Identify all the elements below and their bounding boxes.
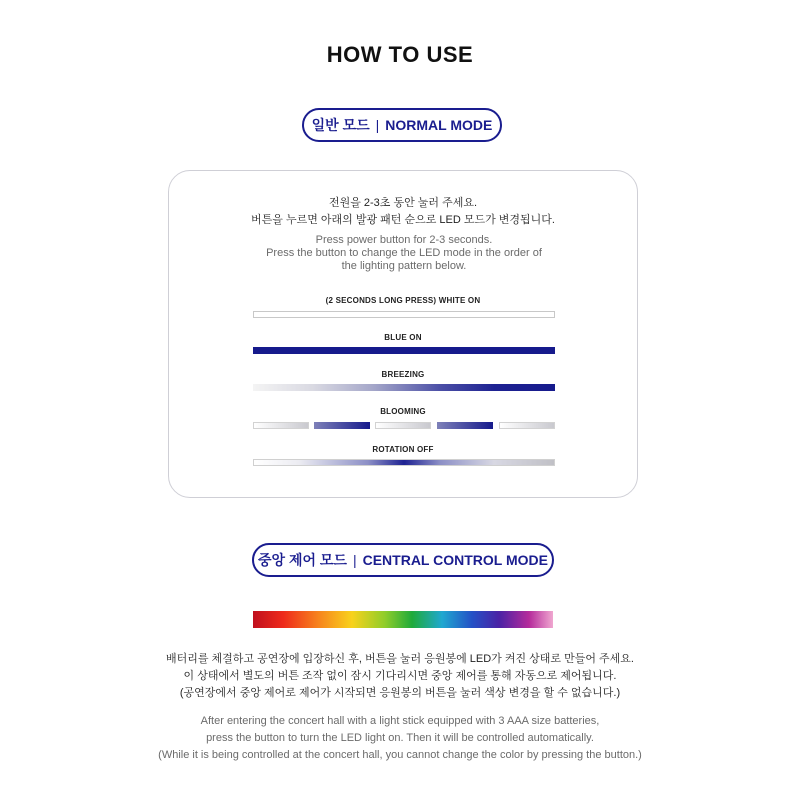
rainbow-color-bar: [253, 611, 553, 628]
normal-mode-card: [168, 170, 638, 498]
central-instruction-en-line: (While it is being controlled at the concert hall, you cannot change the color by pressing the button.): [158, 749, 642, 761]
central-mode-separator: |: [352, 552, 357, 568]
central-instruction-ko-line: 이 상태에서 별도의 버튼 조작 없이 잠시 기다리시면 중앙 제어를 통해 자동으로 제어됩니다.: [183, 670, 617, 682]
central-instruction-en-line: After entering the concert hall with a light stick equipped with 3 AAA size batteries,: [200, 715, 600, 727]
blooming-segment: [314, 422, 370, 429]
page-title: HOW TO USE: [326, 42, 474, 67]
normal-instruction-ko-line: 전원을 2-3초 동안 눌러 주세요.: [328, 197, 478, 209]
central-instruction-en-line: press the button to turn the LED light on. Then it will be controlled automatically.: [206, 732, 594, 744]
normal-instruction-ko-line: 버튼을 누르면 아래의 발광 패턴 순으로 LED 모드가 변경됩니다.: [251, 214, 555, 226]
blooming-segment: [253, 422, 309, 429]
normal-mode-separator: |: [375, 117, 380, 133]
central-mode-badge: [252, 543, 554, 577]
blooming-segment: [499, 422, 555, 429]
normal-instruction-en-line: Press the button to change the LED mode in the order of: [266, 247, 542, 259]
central-instructions-ko: [0, 651, 800, 702]
mode-label-blue-on: BLUE ON: [384, 333, 422, 342]
normal-instruction-en-line: Press power button for 2-3 seconds.: [315, 234, 493, 246]
normal-instructions-en: [229, 234, 579, 273]
led-bar-white-on: [253, 311, 555, 318]
normal-instructions-ko: [169, 195, 637, 229]
led-bar-breezing: [253, 384, 555, 391]
mode-label-white-on: (2 SECONDS LONG PRESS) WHITE ON: [325, 296, 481, 305]
normal-mode-label-en: NORMAL MODE: [385, 117, 493, 133]
mode-label-breezing: BREEZING: [381, 370, 425, 379]
mode-label-rotation-off: ROTATION OFF: [372, 445, 434, 454]
normal-mode-label-ko: 일반 모드: [311, 117, 370, 133]
normal-instruction-en-line: the lighting pattern below.: [341, 260, 467, 272]
led-bar-blue-on: [253, 347, 555, 354]
blooming-segment: [375, 422, 431, 429]
central-instructions-en: [0, 713, 800, 764]
blooming-segment: [437, 422, 493, 429]
central-instruction-ko-line: 배터리를 체결하고 공연장에 입장하신 후, 버튼을 눌러 응원봉에 LED가 켜진 상태로 만들어 주세요.: [166, 653, 634, 665]
led-bar-rotation-off: [253, 459, 555, 466]
central-mode-label-ko: 중앙 제어 모드: [258, 552, 347, 568]
central-instruction-ko-line: (공연장에서 중앙 제어로 제어가 시작되면 응원봉의 버튼을 눌러 색상 변경을 할 수 없습니다.): [179, 687, 621, 699]
central-mode-label-en: CENTRAL CONTROL MODE: [362, 552, 548, 568]
led-bar-blooming: [253, 422, 555, 429]
normal-mode-badge: [302, 108, 502, 142]
mode-label-blooming: BLOOMING: [380, 407, 426, 416]
